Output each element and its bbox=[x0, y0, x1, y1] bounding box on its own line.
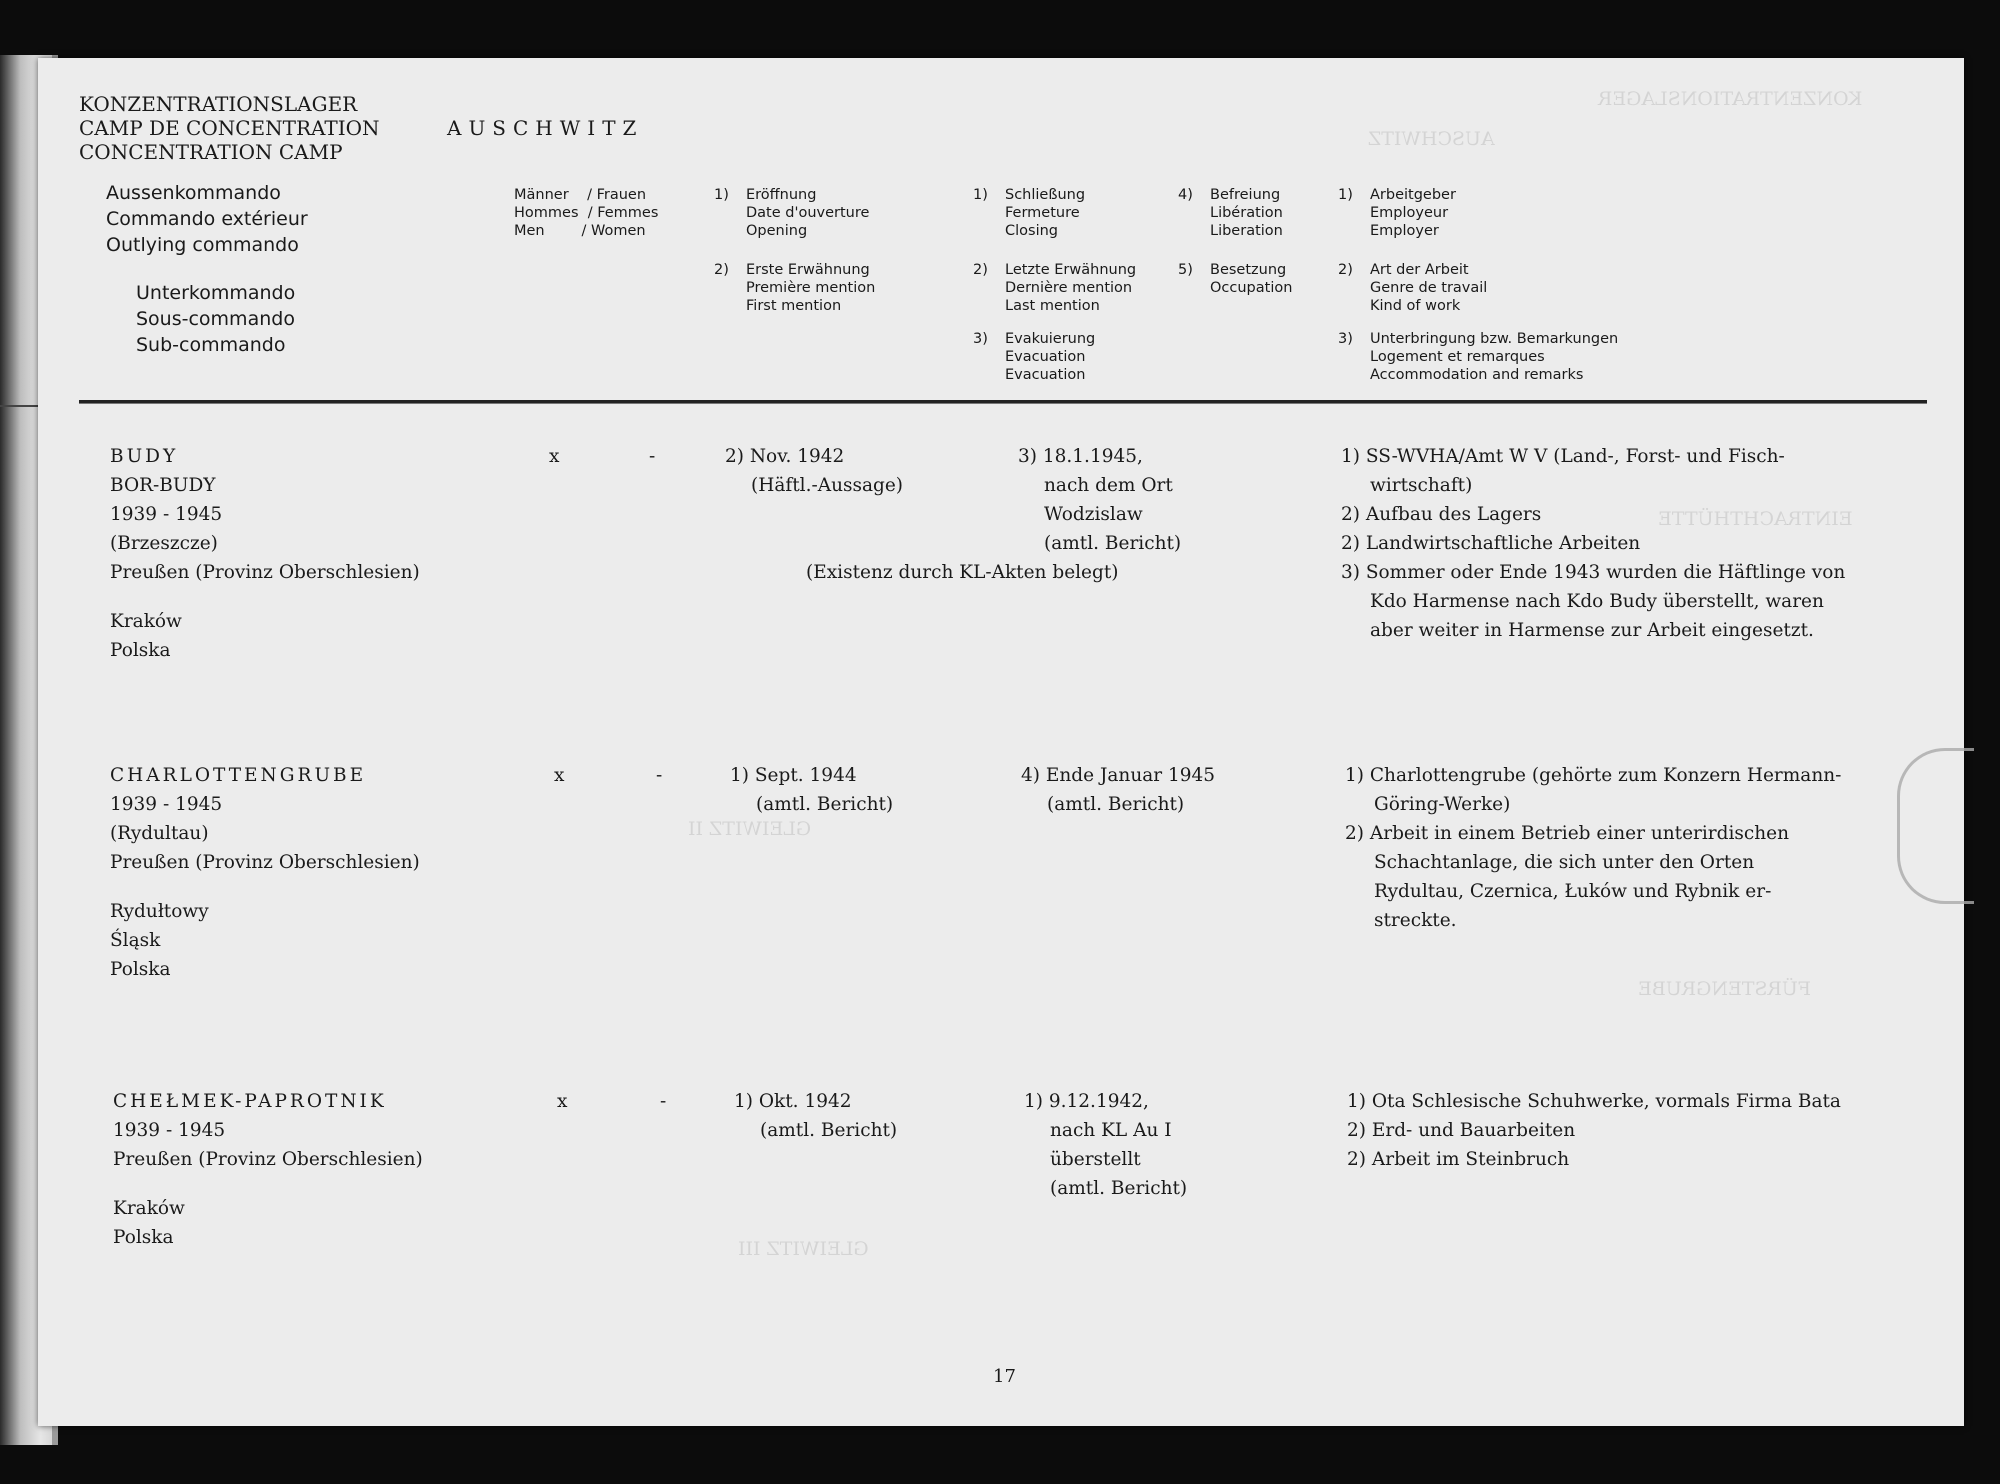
entry-remarks bbox=[1347, 1087, 1841, 1174]
entry-name-line: 1939 - 1945 bbox=[110, 504, 223, 525]
entry-closing-line: 3) 18.1.1945, bbox=[1018, 446, 1143, 467]
entry-location-line: Polska bbox=[110, 640, 171, 661]
closing-label: Schließung bbox=[1005, 187, 1086, 203]
entry-name-line: CHEŁMEK-PAPROTNIK bbox=[113, 1091, 387, 1112]
work-type-label: Genre de travail bbox=[1370, 280, 1488, 296]
bleed-through-text: GLEIWITZ II bbox=[688, 818, 812, 840]
entry-remark-line: 2) Arbeit in einem Betrieb einer unterirdischen bbox=[1345, 823, 1790, 844]
evacuation-label: Evacuation bbox=[1005, 367, 1086, 383]
opening-header-label: Date d'ouverture bbox=[746, 205, 870, 221]
accommodation-label: Logement et remarques bbox=[1370, 349, 1545, 365]
opening-header-num: 1) bbox=[714, 187, 729, 203]
entry-charlottengrube-name bbox=[110, 761, 420, 984]
entry-closing bbox=[1024, 1087, 1187, 1203]
last-mention-label: Last mention bbox=[1005, 298, 1100, 314]
header-separator bbox=[79, 400, 1927, 404]
last-mention-header-num: 2) bbox=[973, 262, 988, 278]
entry-name-line: (Brzeszcze) bbox=[110, 533, 218, 554]
occupation-label: Occupation bbox=[1210, 280, 1293, 296]
liberation-header-num: 4) bbox=[1178, 187, 1193, 203]
sub-label: Unterkommando bbox=[136, 282, 296, 304]
evacuation-header-num: 3) bbox=[973, 331, 988, 347]
entry-closing-line: 4) Ende Januar 1945 bbox=[1021, 765, 1216, 786]
entry-remark-line: 1) Ota Schlesische Schuhwerke, vormals Firma Bata bbox=[1347, 1091, 1841, 1112]
entry-men-mark: x bbox=[557, 1091, 568, 1112]
document-page bbox=[38, 58, 1964, 1426]
evacuation-label: Evacuation bbox=[1005, 349, 1086, 365]
entry-opening-line: (Häftl.-Aussage) bbox=[751, 475, 904, 496]
last-mention-label: Dernière mention bbox=[1005, 280, 1133, 296]
page-number: 17 bbox=[993, 1366, 1016, 1387]
first-mention-label: Erste Erwähnung bbox=[746, 262, 870, 278]
entry-name-line: Preußen (Provinz Oberschlesien) bbox=[110, 852, 420, 873]
work-type-label: Kind of work bbox=[1370, 298, 1461, 314]
paper-clip bbox=[1897, 748, 1974, 904]
entry-remark-line: 2) Erd- und Bauarbeiten bbox=[1347, 1120, 1576, 1141]
entry-name-line: 1939 - 1945 bbox=[110, 794, 223, 815]
entry-opening bbox=[734, 1087, 897, 1145]
entry-closing-line: Wodzislaw bbox=[1044, 504, 1143, 525]
sub-label: Sub-commando bbox=[136, 334, 286, 356]
men-women-label: Männer / Frauen bbox=[514, 187, 647, 203]
entry-remark-line: 1) Charlottengrube (gehörte zum Konzern Hermann- bbox=[1345, 765, 1842, 786]
employer-label: Employer bbox=[1370, 223, 1439, 239]
sub-commando-labels bbox=[136, 280, 295, 358]
first-mention-header-num: 2) bbox=[714, 262, 729, 278]
entry-location-line: Polska bbox=[110, 959, 171, 980]
accommodation-label: Unterbringung bzw. Bemarkungen bbox=[1370, 331, 1619, 347]
camp-type-labels bbox=[79, 92, 380, 164]
sub-label: Sous-commando bbox=[136, 308, 295, 330]
entry-remark-line: wirtschaft) bbox=[1370, 475, 1473, 496]
work-type-header-num: 2) bbox=[1338, 262, 1353, 278]
entry-remarks bbox=[1345, 761, 1841, 935]
entry-closing-line: (amtl. Bericht) bbox=[1047, 794, 1185, 815]
entry-remark-line: Schachtanlage, die sich unter den Orten bbox=[1374, 852, 1755, 873]
opening-header-label: Eröffnung bbox=[746, 187, 817, 203]
outlying-label: Aussenkommando bbox=[106, 182, 281, 204]
camp-type-label: CONCENTRATION CAMP bbox=[79, 140, 343, 164]
entry-remark-line: Göring-Werke) bbox=[1374, 794, 1511, 815]
closing-header-num: 1) bbox=[973, 187, 988, 203]
entry-location-line: Polska bbox=[113, 1227, 174, 1248]
entry-closing-line: (amtl. Bericht) bbox=[1050, 1178, 1188, 1199]
entry-closing bbox=[1021, 761, 1215, 819]
bleed-through-text: EINTRACHTHÜTTE bbox=[1658, 508, 1853, 530]
entry-women-mark: - bbox=[656, 765, 663, 786]
men-women-label: Hommes / Femmes bbox=[514, 205, 659, 221]
entry-location-line: Kraków bbox=[110, 611, 182, 632]
entry-remark-line: 3) Sommer oder Ende 1943 wurden die Häftlinge von bbox=[1341, 562, 1846, 583]
entry-opening bbox=[730, 761, 893, 819]
employer-label: Employeur bbox=[1370, 205, 1449, 221]
entry-remark-line: Rydultau, Czernica, Łuków und Rybnik er- bbox=[1374, 881, 1772, 902]
entry-name-line: 1939 - 1945 bbox=[113, 1120, 226, 1141]
work-type-label: Art der Arbeit bbox=[1370, 262, 1469, 278]
entry-location-line: Śląsk bbox=[110, 930, 161, 951]
first-mention-label: Première mention bbox=[746, 280, 876, 296]
liberation-label: Libération bbox=[1210, 205, 1283, 221]
entry-closing-line: 1) 9.12.1942, bbox=[1024, 1091, 1149, 1112]
opening-header-label: Opening bbox=[746, 223, 808, 239]
entry-remark-line: 2) Landwirtschaftliche Arbeiten bbox=[1341, 533, 1641, 554]
entry-name-line: CHARLOTTENGRUBE bbox=[110, 765, 367, 786]
outlying-label: Commando extérieur bbox=[106, 208, 308, 230]
entry-women-mark: - bbox=[660, 1091, 667, 1112]
entry-remarks bbox=[1341, 442, 1845, 645]
first-mention-label: First mention bbox=[746, 298, 842, 314]
camp-type-label: CAMP DE CONCENTRATION bbox=[79, 116, 380, 140]
men-women-label: Men / Women bbox=[514, 223, 646, 239]
entry-remark-line: Kdo Harmense nach Kdo Budy überstellt, waren bbox=[1370, 591, 1824, 612]
entry-location-line: Rydułtowy bbox=[110, 901, 209, 922]
occupation-label: Besetzung bbox=[1210, 262, 1287, 278]
bleed-through-text: GLEIWITZ III bbox=[738, 1238, 869, 1260]
entry-opening-line: 2) Nov. 1942 bbox=[725, 446, 845, 467]
bleed-through-text: KONZENTRATIONSLAGER bbox=[1598, 88, 1863, 110]
entry-opening bbox=[725, 442, 903, 500]
entry-opening-line: (amtl. Bericht) bbox=[756, 794, 894, 815]
entry-men-mark: x bbox=[554, 765, 565, 786]
entry-men-mark: x bbox=[549, 446, 560, 467]
entry-women-mark: - bbox=[649, 446, 656, 467]
entry-name-line: Preußen (Provinz Oberschlesien) bbox=[113, 1149, 423, 1170]
entry-budy-name bbox=[110, 442, 420, 665]
accommodation-header-num: 3) bbox=[1338, 331, 1353, 347]
outlying-label: Outlying commando bbox=[106, 234, 299, 256]
entry-opening-line: 1) Okt. 1942 bbox=[734, 1091, 852, 1112]
men-women-header bbox=[514, 186, 658, 240]
entry-closing-line: nach KL Au I bbox=[1050, 1120, 1172, 1141]
entry-name-line: BUDY bbox=[110, 446, 179, 467]
outlying-commando-labels bbox=[106, 180, 308, 258]
entry-opening-line: 1) Sept. 1944 bbox=[730, 765, 857, 786]
accommodation-label: Accommodation and remarks bbox=[1370, 367, 1584, 383]
entry-remark-line: aber weiter in Harmense zur Arbeit eingesetzt. bbox=[1370, 620, 1814, 641]
entry-name-line: Preußen (Provinz Oberschlesien) bbox=[110, 562, 420, 583]
bleed-through-text: FÜRSTENGRUBE bbox=[1638, 978, 1812, 1000]
entry-location-line: Kraków bbox=[113, 1198, 185, 1219]
entry-remark-line: streckte. bbox=[1374, 910, 1457, 931]
closing-label: Closing bbox=[1005, 223, 1059, 239]
camp-type-label: KONZENTRATIONSLAGER bbox=[79, 92, 358, 116]
entry-remark-line: 2) Aufbau des Lagers bbox=[1341, 504, 1542, 525]
entry-closing-line: (amtl. Bericht) bbox=[1044, 533, 1182, 554]
liberation-label: Befreiung bbox=[1210, 187, 1281, 203]
evacuation-label: Evakuierung bbox=[1005, 331, 1096, 347]
closing-label: Fermeture bbox=[1005, 205, 1080, 221]
entry-closing-line: überstellt bbox=[1050, 1149, 1141, 1170]
camp-name: AUSCHWITZ bbox=[447, 116, 644, 140]
entry-closing-line: nach dem Ort bbox=[1044, 475, 1173, 496]
entry-remark-line: 1) SS-WVHA/Amt W V (Land-, Forst- und Fisch- bbox=[1341, 446, 1785, 467]
last-mention-label: Letzte Erwähnung bbox=[1005, 262, 1137, 278]
entry-closing bbox=[1018, 442, 1181, 558]
entry-existence-note: (Existenz durch KL-Akten belegt) bbox=[806, 562, 1119, 583]
occupation-header-num: 5) bbox=[1178, 262, 1193, 278]
bleed-through-text: AUSCHWITZ bbox=[1368, 128, 1495, 150]
entry-chelmek-paprotnik-name bbox=[113, 1087, 423, 1252]
employer-header-num: 1) bbox=[1338, 187, 1353, 203]
entry-remark-line: 2) Arbeit im Steinbruch bbox=[1347, 1149, 1570, 1170]
entry-opening-line: (amtl. Bericht) bbox=[760, 1120, 898, 1141]
entry-name-line: BOR-BUDY bbox=[110, 475, 216, 496]
liberation-label: Liberation bbox=[1210, 223, 1283, 239]
employer-label: Arbeitgeber bbox=[1370, 187, 1456, 203]
entry-name-line: (Rydultau) bbox=[110, 823, 209, 844]
